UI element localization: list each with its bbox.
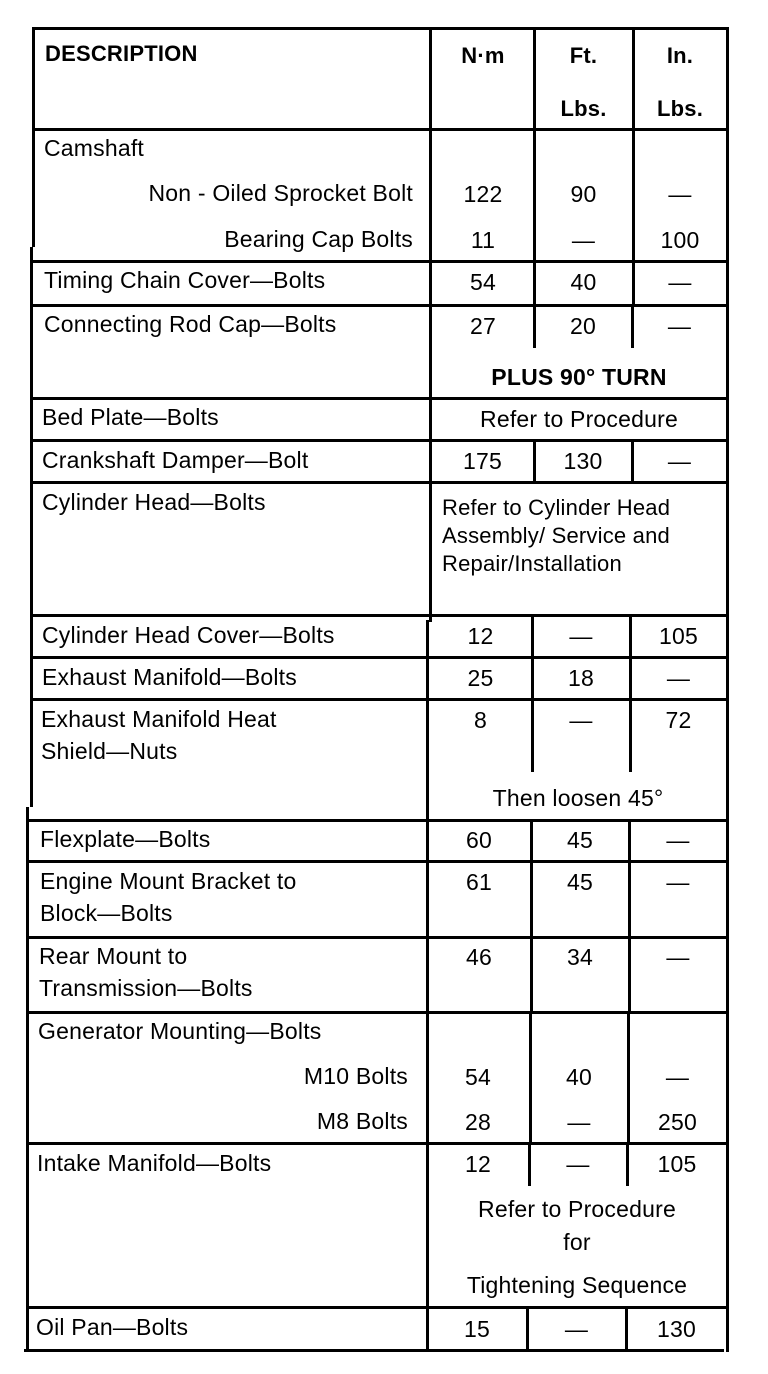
cell-in-lbs: 100: [660, 227, 700, 253]
header-in-line1: In.: [666, 43, 694, 68]
cell-ft-lbs: 40: [566, 1064, 592, 1090]
row-label-engine-mount-bracket: Engine Mount Bracket to: [40, 868, 297, 894]
cell-ft-lbs: 45: [567, 869, 593, 895]
table-border-right: [726, 27, 729, 1352]
cell-nm: 12: [467, 623, 494, 649]
cell-in-lbs: —: [667, 313, 692, 339]
note-refer-to-procedure: Refer to Procedure: [480, 406, 678, 432]
cell-nm: 122: [463, 181, 503, 207]
cell-nm: 12: [465, 1151, 491, 1177]
column-divider-description: [429, 27, 432, 622]
row-label-m10-bolts: M10 Bolts: [303, 1063, 408, 1089]
cell-nm: 60: [466, 827, 492, 853]
cell-nm: 25: [467, 665, 494, 691]
header-ft-line2: Lbs.: [560, 96, 607, 121]
cell-nm: 54: [470, 269, 496, 295]
cell-ft-lbs: —: [567, 1109, 591, 1135]
note-refer-to-cylinder-head: Refer to Cylinder Head Assembly/ Service and Repair/Installation: [442, 495, 671, 576]
cell-ft-lbs: —: [569, 707, 593, 733]
cell-in-lbs: —: [668, 181, 692, 207]
cell-in-lbs: —: [666, 944, 690, 970]
cell-in-lbs: 72: [665, 707, 692, 733]
header-ft-line1: Ft.: [569, 43, 598, 68]
cell-in-lbs: —: [666, 827, 690, 853]
cell-nm: 27: [470, 313, 496, 339]
header-in-line2: Lbs.: [656, 96, 704, 121]
table-border-left: [30, 247, 33, 807]
cell-nm: 8: [474, 707, 487, 733]
row-label-cylinder-head: Cylinder Head—Bolts: [42, 489, 266, 515]
row-label-timing-chain-cover: Timing Chain Cover—Bolts: [44, 267, 326, 293]
row-divider: [30, 656, 729, 659]
cell-nm: 15: [464, 1316, 490, 1342]
cell-ft-lbs: 130: [563, 448, 603, 474]
row-divider: [32, 304, 729, 307]
row-divider: [30, 397, 729, 400]
cell-nm: 28: [465, 1109, 491, 1135]
note-tightening-sequence: Tightening Sequence: [466, 1272, 688, 1298]
header-description: DESCRIPTION: [45, 41, 198, 66]
cell-nm: 61: [466, 869, 492, 895]
cell-ft-lbs: 40: [570, 269, 597, 295]
cell-ft-lbs: 90: [570, 181, 597, 207]
cell-in-lbs: —: [665, 1064, 690, 1090]
cell-ft-lbs: —: [566, 1151, 590, 1177]
row-label-exhaust-manifold: Exhaust Manifold—Bolts: [42, 664, 297, 690]
cell-ft-lbs: —: [564, 1316, 589, 1342]
row-divider: [32, 260, 729, 263]
row-divider: [28, 1011, 729, 1014]
row-label-exhaust-heat-shield: Exhaust Manifold Heat: [41, 706, 277, 732]
note-then-loosen-45: Then loosen 45°: [492, 785, 664, 811]
cell-in-lbs: 105: [659, 623, 698, 649]
cell-nm: 46: [466, 944, 492, 970]
row-divider: [30, 439, 729, 442]
row-label-m8-bolts: M8 Bolts: [316, 1108, 408, 1134]
row-divider: [26, 1142, 729, 1145]
row-divider: [30, 481, 729, 484]
row-divider: [30, 698, 729, 701]
cell-ft-lbs: —: [571, 227, 596, 253]
row-label-cylinder-head-cover: Cylinder Head Cover—Bolts: [42, 622, 335, 648]
row-divider: [28, 819, 729, 822]
row-label-connecting-rod-cap: Connecting Rod Cap—Bolts: [44, 311, 337, 337]
cell-in-lbs: 250: [658, 1109, 697, 1135]
cell-ft-lbs: 18: [568, 665, 594, 691]
row-label-flexplate: Flexplate—Bolts: [40, 826, 211, 852]
row-label-camshaft: Camshaft: [44, 135, 145, 161]
row-divider: [32, 128, 729, 131]
cell-in-lbs: 105: [657, 1151, 697, 1177]
cell-in-lbs: —: [667, 448, 692, 474]
row-label-exhaust-heat-shield-line2: Shield—Nuts: [41, 738, 178, 764]
cell-ft-lbs: 34: [567, 944, 593, 970]
cell-in-lbs: —: [666, 869, 690, 895]
note-for: for: [563, 1229, 591, 1255]
row-label-generator-mounting: Generator Mounting—Bolts: [38, 1018, 322, 1044]
header-nm: N·m: [461, 43, 505, 68]
row-label-intake-manifold: Intake Manifold—Bolts: [37, 1150, 272, 1176]
row-divider: [28, 936, 729, 939]
row-divider: [28, 860, 729, 863]
row-label-engine-mount-bracket-line2: Block—Bolts: [40, 900, 173, 926]
row-divider: [30, 614, 729, 617]
row-label-sprocket-bolt: Non - Oiled Sprocket Bolt: [148, 180, 413, 206]
row-label-bearing-cap-bolts: Bearing Cap Bolts: [224, 226, 413, 252]
row-label-oil-pan: Oil Pan—Bolts: [36, 1314, 189, 1340]
cell-ft-lbs: 20: [570, 313, 596, 339]
cell-ft-lbs: 45: [567, 827, 593, 853]
row-divider: [26, 1306, 729, 1309]
table-border-left: [26, 807, 29, 1352]
row-label-bed-plate: Bed Plate—Bolts: [42, 404, 219, 430]
cell-in-lbs: 130: [657, 1316, 696, 1342]
cell-in-lbs: —: [668, 269, 692, 295]
row-label-crankshaft-damper: Crankshaft Damper—Bolt: [42, 447, 309, 473]
table-border-bottom: [24, 1349, 724, 1352]
cell-nm: 175: [463, 448, 502, 474]
cell-nm: 54: [465, 1064, 491, 1090]
table-border-top: [32, 27, 729, 30]
cell-ft-lbs: —: [569, 623, 593, 649]
table-border-left: [32, 27, 35, 247]
row-label-rear-mount-line2: Transmission—Bolts: [39, 975, 253, 1001]
note-refer-to-procedure: Refer to Procedure: [478, 1196, 676, 1222]
cell-nm: 11: [470, 227, 496, 253]
row-label-rear-mount: Rear Mount to: [39, 943, 188, 969]
note-plus-90-turn: PLUS 90° TURN: [491, 364, 667, 390]
cell-in-lbs: —: [666, 665, 691, 691]
